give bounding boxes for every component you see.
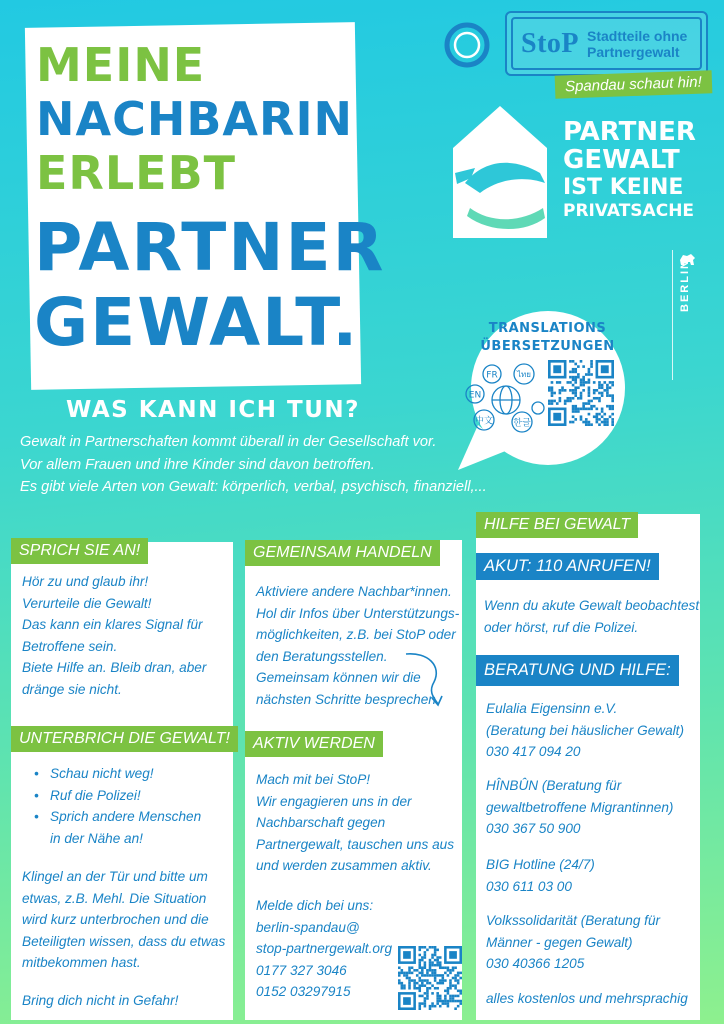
text-line: und werden zusammen aktiv. [256,858,432,874]
text-line: wird kurz unterbrochen und die [22,912,209,928]
label-sprich: SPRICH SIE AN! [11,538,148,564]
text-line: den Beratungsstellen. [256,648,388,664]
lang-zh: 中文 [474,416,494,427]
text-line: Wenn du akute Gewalt beobachtest [484,598,700,613]
text-line: Melde dich bei uns: [256,898,374,913]
label-beratung: BERATUNG UND HILFE: [476,655,679,686]
headline-line-2: NACHBARIN [36,92,354,146]
text-line: dränge sie nicht. [22,681,122,697]
claim-line: PARTNER [563,117,696,147]
qr-code-translations[interactable] [548,360,614,426]
text-line: Gemeinsam können wir die [256,670,421,686]
text-line: Partnergewalt, tauschen uns aus [256,836,454,852]
claim-line: IST KEINE [563,175,684,200]
lang-thai: ไทย [517,370,531,379]
org-description: Männer - gegen Gewalt) [486,934,633,950]
bullet-item-continued: in der Nähe an! [50,830,143,846]
org-phone[interactable]: 030 40366 1205 [486,956,585,972]
org-name: Volkssolidarität (Beratung für [486,913,661,928]
bullet-item: • Ruf die Polizei! [22,785,201,807]
org-name: BIG Hotline (24/7) [486,857,595,872]
bullet-list [22,763,201,849]
text-line: Biete Hilfe an. Bleib dran, aber [22,660,207,676]
org-description: (Beratung bei häuslicher Gewalt) [486,722,684,738]
text-line: Klingel an der Tür und bitte um [22,869,208,884]
label-hilfe: HILFE BEI GEWALT [476,512,638,538]
klingel-text [22,866,225,974]
org-name: HÎNBÛN (Beratung für [486,778,622,793]
text-line: Betroffene sein. [22,638,118,654]
intro-line: Gewalt in Partnerschaften kommt überall in der Gesellschaft vor. [20,434,437,450]
translations-title [475,320,620,356]
intro-text [20,431,487,499]
org-phone[interactable]: 030 417 094 20 [486,744,581,760]
text-line: Beteiligten wissen, dass du etwas [22,933,226,949]
translations-line: ÜBERSETZUNGEN [480,339,615,354]
lang-ko: 한글 [513,418,531,429]
headline-line-4: PARTNER [34,209,386,286]
circle-logo-icon [444,22,490,68]
text-line: Aktiviere andere Nachbar*innen. [256,584,452,599]
org-name: Eulalia Eigensinn e.V. [486,701,618,716]
contact-email-line[interactable]: stop-partnergewalt.org [256,941,393,957]
text-line: Hol dir Infos über Unterstützungs- [256,605,460,621]
org-phone[interactable]: 030 611 03 00 [486,878,572,894]
warning-text: Bring dich nicht in Gefahr! [22,993,179,1008]
headline-line-3: ERLEBT [36,146,237,200]
question-heading: WAS KANN ICH TUN? [66,397,360,423]
intro-line: Es gibt viele Arten von Gewalt: körperlich, verbal, psychisch, finanziell,... [20,479,487,495]
footer-text: alles kostenlos und mehrsprachig [486,991,688,1006]
text-line: Wir engagieren uns in der [256,793,412,809]
stop-logo-subtitle [587,28,687,60]
org-big [486,854,595,897]
org-phone[interactable]: 030 367 50 900 [486,821,581,837]
qr-code-contact[interactable] [398,946,462,1010]
text-line: etwas, z.B. Mehl. Die Situation [22,890,207,906]
text-line: Nachbarschaft gegen [256,815,386,831]
claim-text [563,119,696,220]
contact-email-line[interactable]: berlin-spandau@ [256,919,360,935]
org-volkssolidaritaet [486,910,660,975]
sprich-text [22,571,206,701]
text-line: Verurteile die Gewalt! [22,595,152,611]
text-line: nächsten Schritte besprechen. [256,691,440,707]
contact-phone[interactable]: 0152 03297915 [256,984,351,1000]
aktiv-text [256,769,454,877]
label-aktiv: AKTIV WERDEN [245,731,383,757]
text-line: oder hörst, ruf die Polizei. [484,619,639,635]
label-gemeinsam: GEMEINSAM HANDELN [245,540,440,566]
bullet-item: • Sprich andere Menschen [22,806,201,828]
text-line: Hör zu und glaub ihr! [22,574,149,589]
globe-languages-icon [462,362,546,434]
translations-line: TRANSLATIONS [488,321,607,336]
house-hands-icon [445,88,555,248]
contact-phone[interactable]: 0177 327 3046 [256,962,347,978]
headline-line-5: GEWALT. [34,284,360,361]
org-hinbun [486,775,673,840]
claim-line: PRIVATSACHE [563,201,695,221]
stop-logo [505,11,708,76]
contact-text [256,895,392,1003]
berlin-logo [672,250,702,380]
org-eulalia [486,698,684,763]
text-line: möglichkeiten, z.B. bei StoP oder [256,627,456,643]
stop-sub-line: Stadtteile ohne [587,27,688,44]
label-unterbrich: UNTERBRICH DIE GEWALT! [11,726,238,752]
stop-logo-word: StoP [521,27,579,59]
intro-line: Vor allem Frauen und ihre Kinder sind davon betroffen. [20,456,375,473]
spandau-tag: Spandau schaut hin! [555,70,712,98]
lang-en: EN [468,390,482,401]
claim-line: GEWALT [563,145,680,175]
stop-sub-line: Partnergewalt [587,43,680,60]
label-akut: AKUT: 110 ANRUFEN! [476,553,659,580]
lang-fr: FR [486,370,498,381]
akut-text [484,595,699,638]
text-line: mitbekommen hast. [22,955,141,971]
org-description: gewaltbetroffene Migrantinnen) [486,799,674,815]
text-line: Mach mit bei StoP! [256,772,371,787]
bullet-item: • Schau nicht weg! [22,763,201,785]
headline-line-1: MEINE [36,38,206,92]
curved-arrow-icon [398,648,448,708]
text-line: Das kann ein klares Signal für [22,617,203,633]
berlin-word: BERLIN [679,259,691,312]
